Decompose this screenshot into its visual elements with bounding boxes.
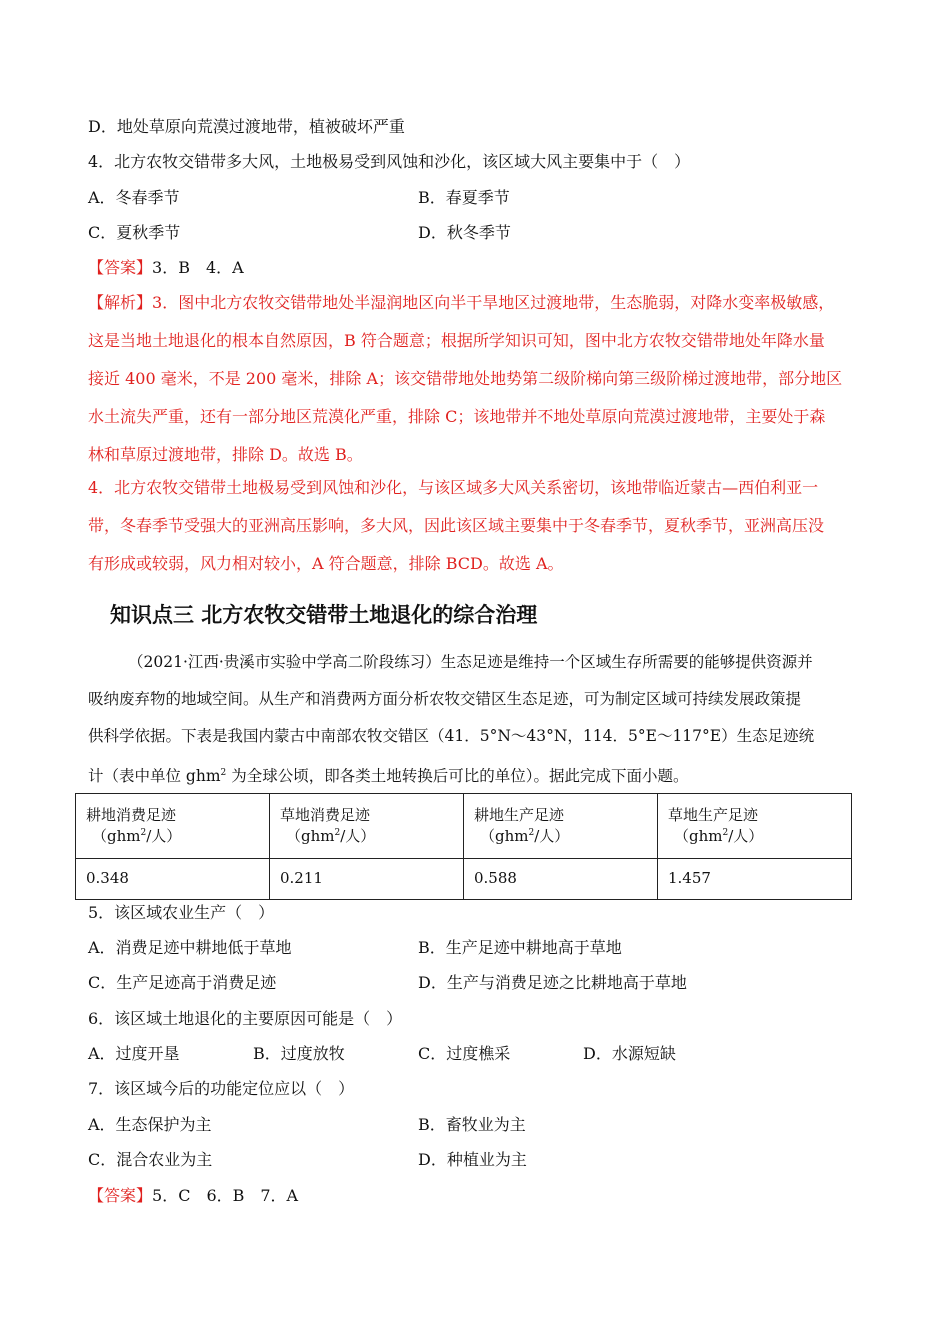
header-name: 耕地生产足迹 [474, 806, 565, 824]
q5-option-d: D．生产与消费足迹之比耕地高于草地 [418, 973, 687, 992]
header-unit: （ghm$^2$/人） [480, 827, 570, 845]
analysis-tag: 【解析】 [88, 293, 153, 312]
header-name: 草地消费足迹 [280, 806, 371, 824]
table-header-cell [270, 794, 464, 859]
q5-option-a: A．消费足迹中耕地低于草地 [88, 938, 292, 957]
table-row [76, 859, 852, 900]
q6-option-c: C．过度樵采 [418, 1044, 511, 1063]
table-header-cell [76, 794, 270, 859]
q6-stem: 6．该区域土地退化的主要原因可能是（ ） [88, 1009, 403, 1028]
analysis-line-3: 接近 400 毫米，不是 200 毫米，排除 A；该交错带地处地势第二级阶梯向第三级阶梯过渡地带，部分地区 [88, 369, 843, 388]
intro-superscript: 2 [220, 768, 227, 778]
footprint-table [75, 793, 852, 900]
table-header-cell [658, 794, 852, 859]
q7-option-d: D．种植业为主 [418, 1150, 527, 1169]
q3-option-d: D．地处草原向荒漠过渡地带，植被破坏严重 [88, 117, 405, 136]
intro-line-3: 供科学依据。下表是我国内蒙古中南部农牧交错区（41．5°N～43°N，114．5°E～117°E）生态足迹统 [88, 727, 815, 745]
analysis-line-8: 有形成或较弱，风力相对较小，A 符合题意，排除 BCD。故选 A。 [88, 554, 564, 573]
header-unit: （ghm$^2$/人） [92, 827, 182, 845]
analysis-line-6: 4．北方农牧交错带土地极易受到风蚀和沙化，与该区域多大风关系密切，该地带临近蒙古—西伯利亚一 [88, 478, 819, 497]
answer-tag: 【答案】 [88, 258, 153, 277]
intro-line-4 [88, 763, 858, 786]
q6-option-d: D．水源短缺 [583, 1044, 676, 1063]
section-heading: 知识点三 北方农牧交错带土地退化的综合治理 [110, 603, 538, 627]
answer-tag: 【答案】 [88, 1186, 153, 1205]
analysis-line-2: 这是当地土地退化的根本自然原因，B 符合题意；根据所学知识可知，图中北方农牧交错带地处年降水量 [88, 331, 825, 350]
intro-line-1: （2021·江西·贵溪市实验中学高二阶段练习）生态足迹是维持一个区域生存所需要的能够提供资源并 [128, 653, 813, 671]
table-cell: 0.211 [270, 859, 464, 900]
table-cell: 0.588 [464, 859, 658, 900]
q7-stem: 7．该区域今后的功能定位应以（ ） [88, 1079, 355, 1098]
q4-option-d: D．秋冬季节 [418, 223, 511, 242]
analysis-line-5: 林和草原过渡地带，排除 D。故选 B。 [88, 445, 363, 464]
q4-option-c: C．夏秋季节 [88, 223, 181, 242]
header-name: 草地生产足迹 [668, 806, 759, 824]
answer-text: 3．B 4．A [152, 258, 244, 277]
q5-stem: 5．该区域农业生产（ ） [88, 903, 275, 922]
header-unit: （ghm$^2$/人） [674, 827, 764, 845]
q4-option-a: A．冬春季节 [88, 188, 180, 207]
table-cell: 0.348 [76, 859, 270, 900]
analysis-line-4: 水土流失严重，还有一部分地区荒漠化严重，排除 C；该地带并不地处草原向荒漠过渡地带，主要处于森 [88, 407, 826, 426]
q4-stem: 4．北方农牧交错带多大风，土地极易受到风蚀和沙化，该区域大风主要集中于（ ） [88, 152, 691, 171]
q6-option-a: A．过度开垦 [88, 1044, 180, 1063]
table-header-cell [464, 794, 658, 859]
q5-option-b: B．生产足迹中耕地高于草地 [418, 938, 622, 957]
intro-line-2: 吸纳废弃物的地域空间。从生产和消费两方面分析农牧交错区生态足迹，可为制定区域可持续发展政策提 [88, 690, 802, 708]
answer-line-1 [88, 258, 244, 278]
intro-line-4-text: 计（表中单位 ghm [88, 767, 221, 786]
q7-option-a: A．生态保护为主 [88, 1115, 212, 1134]
analysis-line-1 [88, 293, 834, 313]
q7-option-b: B．畜牧业为主 [418, 1115, 526, 1134]
header-unit: （ghm$^2$/人） [286, 827, 376, 845]
q7-option-c: C．混合农业为主 [88, 1150, 213, 1169]
header-name: 耕地消费足迹 [86, 806, 177, 824]
q4-option-b: B．春夏季节 [418, 188, 510, 207]
table-cell: 1.457 [658, 859, 852, 900]
analysis-line-7: 带，冬春季节受强大的亚洲高压影响，多大风，因此该区域主要集中于冬春季节，夏秋季节，亚洲高压没 [88, 516, 825, 535]
q6-option-b: B．过度放牧 [253, 1044, 345, 1063]
answer-line-2 [88, 1186, 298, 1206]
analysis-text: 3．图中北方农牧交错带地处半湿润地区向半干旱地区过渡地带，生态脆弱，对降水变率极敏感， [152, 293, 835, 312]
answer-text: 5．C 6．B 7．A [152, 1186, 299, 1205]
q5-option-c: C．生产足迹高于消费足迹 [88, 973, 277, 992]
table-header-row [76, 794, 852, 859]
intro-line-4-text-end: 为全球公顷，即各类土地转换后可比的单位）。据此完成下面小题。 [226, 767, 689, 786]
